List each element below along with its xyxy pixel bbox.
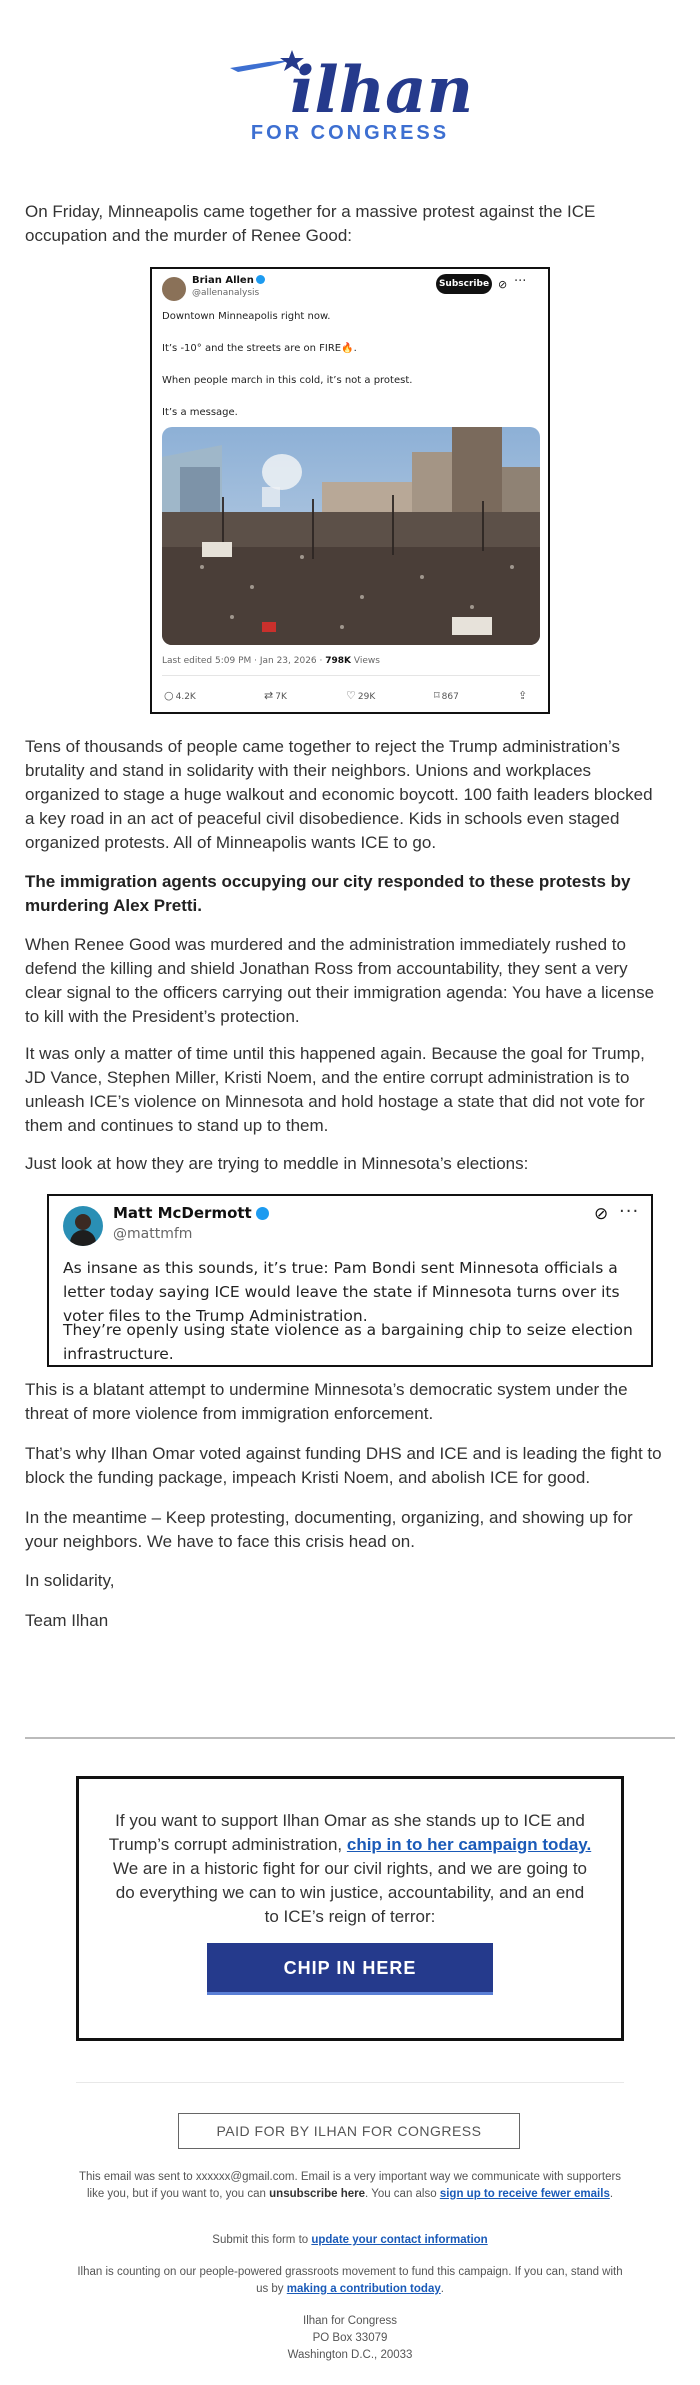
intro-paragraph: On Friday, Minneapolis came together for a massive protest against the ICE occupation and the murder of Renee Good: [25, 202, 596, 245]
reply-icon: ○ [164, 689, 174, 702]
heart-icon: ♡ [346, 689, 356, 702]
footer-email-notice: This email was sent to xxxxxx@gmail.com. Email is a very important way we communicate with supporters like you, but if you want to, you can unsubscribe here. You can also sign up to receive fewer emails. [78, 2171, 622, 2200]
avatar [63, 1206, 103, 1246]
like-count[interactable]: ♡ 29K [346, 689, 376, 702]
fewer-emails-link[interactable]: sign up to receive fewer emails [439, 2188, 610, 2200]
avatar [162, 277, 186, 301]
tweet-text-line: Downtown Minneapolis right now. [162, 311, 331, 322]
logo-tagline: FOR CONGRESS [250, 122, 450, 144]
bookmark-icon: ⌑ [434, 689, 440, 702]
paid-for-by-box: PAID FOR BY ILHAN FOR CONGRESS [178, 2113, 520, 2149]
more-icon[interactable]: ··· [619, 1201, 640, 1222]
signoff-line: In solidarity, [25, 1571, 115, 1590]
grok-icon[interactable]: ⊘ [498, 278, 508, 291]
tweet-text: As insane as this sounds, it’s true: Pam Bondi sent Minnesota officials a letter today saying ICE would leave the state if Minnesota turns over its voter files to the Trump Administration. [63, 1259, 620, 1325]
repost-icon: ⇄ [264, 689, 274, 702]
bookmark-count[interactable]: ⌑ 867 [434, 689, 459, 702]
share-icon[interactable]: ⇪ [518, 689, 528, 702]
verified-icon [256, 1207, 269, 1220]
section-divider [25, 1737, 675, 1739]
tweet-text: They’re openly using state violence as a bargaining chip to seize election infrastructure. [63, 1321, 633, 1363]
embedded-tweet-matt-mcdermott[interactable] [47, 1194, 653, 1367]
protest-crowd-photo[interactable] [162, 427, 540, 645]
tweet-text-line: When people march in this cold, it’s not a protest. [162, 375, 413, 386]
cta-text: If you want to support Ilhan Omar as she stands up to ICE and Trump’s corrupt administration, chip in to her campaign today. We are in a historic fight for our civil rights, and we are going to do everything we can to win justice, accountability, and an end to ICE’s reign of terror: [108, 1811, 592, 1926]
subscribe-button[interactable]: Subscribe [436, 274, 492, 294]
more-icon[interactable]: ··· [514, 274, 527, 289]
footer-contribution-notice: Ilhan is counting on our people-powered grassroots movement to fund this campaign. If you can, stand with us by making a contribution today. [77, 2266, 623, 2295]
verified-icon [256, 275, 265, 284]
logo-wordmark [220, 40, 480, 130]
footer-address-line: PO Box 33079 [312, 2332, 388, 2344]
tweet-author-name: Matt McDermott [113, 1204, 269, 1222]
svg-text:ilhan: ilhan [290, 53, 474, 128]
footer-address-line: Washington D.C., 20033 [287, 2349, 413, 2361]
signoff-team: Team Ilhan [25, 1611, 109, 1630]
body-paragraph: That’s why Ilhan Omar voted against funding DHS and ICE and is leading the fight to block the funding package, impeach Kristi Noem, and abolish ICE for good. [25, 1444, 662, 1487]
body-paragraph: It was only a matter of time until this happened again. Because the goal for Trump, JD Vance, Stephen Miller, Kristi Noem, and the entire corrupt administration is to unleash ICE’s violence on Minnesota and hold hostage a state that did not vote for them and continues to stand up to them. [25, 1044, 645, 1135]
footer-divider [76, 2082, 624, 2083]
unsubscribe-link[interactable]: unsubscribe here [269, 2188, 366, 2200]
embedded-tweet-brian-allen[interactable] [150, 267, 550, 714]
body-paragraph: This is a blatant attempt to undermine Minnesota’s democratic system under the threat of more violence from immigration enforcement. [25, 1380, 628, 1423]
donate-callout-box [76, 1776, 624, 2041]
body-paragraph: Tens of thousands of people came together to reject the Trump administration’s brutality and stand in solidarity with their neighbors. Unions and workplaces organized to stage a huge walkout and economic boycott. 100 faith leaders blocked a key road in an act of peaceful civil disobedience. Kids in schools even staged organized protests. All of Minneapolis wants ICE to go. [25, 737, 653, 852]
contribution-link[interactable]: making a contribution today [286, 2283, 441, 2295]
body-paragraph: Just look at how they are trying to meddle in Minnesota’s elections: [25, 1154, 529, 1173]
body-paragraph: When Renee Good was murdered and the administration immediately rushed to defend the killing and shield Jonathan Ross from accountability, they sent a very clear signal to the officers carrying out their immigration agenda: You have a license to kill with the President’s protection. [25, 935, 655, 1026]
footer-address-line: Ilhan for Congress [303, 2315, 397, 2327]
chip-in-button[interactable]: CHIP IN HERE [207, 1943, 493, 1995]
update-contact-link[interactable]: update your contact information [311, 2234, 488, 2246]
tweet-author-handle: @mattmfm [113, 1226, 193, 1242]
campaign-logo[interactable] [0, 40, 700, 150]
tweet-text-line: It’s -10° and the streets are on FIRE🔥. [162, 343, 357, 354]
tweet-author-handle: @allenanalysis [192, 288, 260, 298]
footer-update-notice: Submit this form to update your contact information [212, 2234, 488, 2246]
tweet-author-name: Brian Allen [192, 275, 265, 286]
grok-icon[interactable]: ⊘ [594, 1204, 609, 1224]
bold-paragraph: The immigration agents occupying our city responded to these protests by murdering Alex Pretti. [25, 872, 631, 915]
tweet-timestamp: Last edited 5:09 PM · Jan 23, 2026 · 798K Views [162, 656, 380, 666]
reply-count[interactable]: ○ 4.2K [164, 689, 196, 702]
tweet-text-line: It’s a message. [162, 407, 238, 418]
divider [162, 675, 540, 676]
repost-count[interactable]: ⇄ 7K [264, 689, 287, 702]
body-paragraph: In the meantime – Keep protesting, documenting, organizing, and showing up for your neighbors. We have to face this crisis head on. [25, 1508, 633, 1551]
chip-in-link[interactable]: chip in to her campaign today. [346, 1835, 592, 1854]
